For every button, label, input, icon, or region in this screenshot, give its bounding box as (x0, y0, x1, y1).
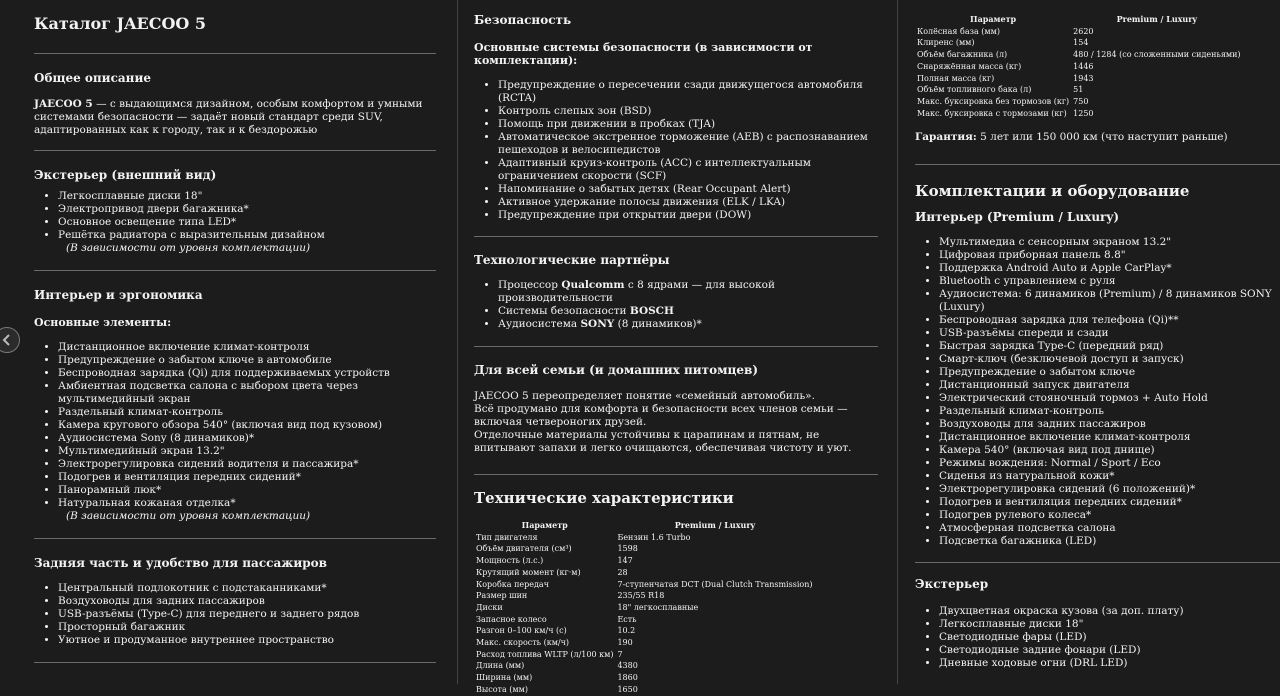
list-item: • Беспроводная зарядка для телефона (Qi)** (939, 314, 1280, 327)
list-item: • Светодиодные фары (LED) (939, 631, 1280, 644)
table-cell: Объём багажника (л) (917, 50, 1008, 60)
list-item: • USB-разъёмы (Type-C) для переднего и заднего рядов (58, 608, 436, 621)
list-item: • Двухцветная окраска кузова (за доп. плату) (939, 605, 1280, 618)
list-item: • Режимы вождения: Normal / Sport / Eco (939, 457, 1280, 470)
table-cell: 1446 (1073, 61, 1094, 71)
list-item: • Воздуховоды для задних пассажиров (58, 595, 436, 608)
table-cell: Высота (мм) (476, 684, 528, 694)
list-item: • Основное освещение типа LED* (58, 216, 436, 229)
list-item: • Просторный багажник (58, 621, 436, 634)
rear-comfort-list (34, 582, 436, 647)
table-row (474, 614, 814, 626)
specs-table-continued (915, 14, 1243, 119)
list-item: • Светодиодные задние фонари (LED) (939, 644, 1280, 657)
table-row (474, 590, 814, 602)
prev-page-button[interactable] (0, 327, 20, 353)
list-item: • Поддержка Android Auto и Apple CarPlay* (939, 262, 1280, 275)
table-row (915, 26, 1243, 38)
list-item: • Камера кругового обзора 540° (включая вид под кузовом) (58, 419, 436, 432)
table-row (915, 61, 1243, 73)
table-cell: Разгон 0–100 км/ч (с) (476, 626, 567, 636)
list-item: • Предупреждение о забытом ключе в автомобиле (58, 354, 436, 367)
list-item: • Дневные ходовые огни (DRL LED) (939, 657, 1280, 670)
table-row (915, 49, 1243, 61)
table-cell: Макс. буксировка с тормозами (кг) (917, 108, 1067, 118)
table-cell: Полная масса (кг) (917, 73, 995, 83)
list-item: • Мультимедиа с сенсорным экраном 13.2" (939, 236, 1280, 249)
table-cell: Коробка передач (476, 579, 549, 589)
list-item: • Раздельный климат-контроль (58, 406, 436, 419)
column-middle (474, 0, 878, 696)
list-item: • Автоматическое экстренное торможение (AEB) с распознаванием пешеходов и велосипедистов (498, 131, 878, 157)
list-item: • Воздуховоды для задних пассажиров (939, 418, 1280, 431)
list-item: • Подсветка багажника (LED) (939, 535, 1280, 548)
interior-ergo-subheading: Основные элементы: (34, 316, 172, 329)
table-cell: 1598 (617, 544, 638, 554)
family-paragraph: Отделочные материалы устойчивы к царапинам и пятнам, не впитывают запахи и легко очищаются, обеспечивая чистоту и уют. (474, 429, 852, 454)
table-cell: 1860 (617, 673, 638, 683)
table-cell: 4380 (617, 661, 638, 671)
partners-heading: Технологические партнёры (474, 253, 670, 267)
specs2-col-value: Premium / Luxury (1116, 14, 1198, 24)
list-item: • Дистанционное включение климат-контроля (58, 341, 436, 354)
list-item: • Амбиентная подсветка салона с выбором цвета через мультимедийный экран (58, 380, 436, 406)
rear-comfort-heading: Задняя часть и удобство для пассажиров (34, 556, 327, 570)
table-cell: Диски (476, 602, 503, 612)
list-item: • Панорамный люк* (58, 484, 436, 497)
table-cell: Объём топливного бака (л) (917, 85, 1032, 95)
table-cell: Размер шин (476, 591, 528, 601)
list-item: • Bluetooth с управлением с руля (939, 275, 1280, 288)
list-item: • Электропривод двери багажника* (58, 203, 436, 216)
list-item: • USB-разъёмы спереди и сзади (939, 327, 1280, 340)
exterior-view-heading: Экстерьер (внешний вид) (34, 168, 217, 182)
divider (34, 662, 436, 663)
table-row (915, 37, 1243, 49)
family-text (474, 390, 878, 455)
specs-table (474, 520, 814, 696)
list-item: • Подогрев и вентиляция передних сидений* (939, 496, 1280, 509)
list-item: • Сиденья из натуральной кожи* (939, 470, 1280, 483)
table-cell: 51 (1073, 85, 1084, 95)
list-item: • Уютное и продуманное внутреннее пространство (58, 634, 436, 647)
table-cell: Длина (мм) (476, 661, 525, 671)
table-cell: Объём двигателя (см³) (476, 544, 572, 554)
table-cell: Есть (617, 614, 637, 624)
safety-subheading: Основные системы безопасности (в зависимости от комплектации): (474, 41, 813, 67)
divider (34, 150, 436, 151)
table-row (915, 96, 1243, 108)
interior-ergo-heading: Интерьер и эргономика (34, 288, 203, 302)
table-cell: Запасное колесо (476, 614, 547, 624)
interior-ergo-list (34, 341, 436, 510)
family-heading: Для всей семьи (и домашних питомцев) (474, 363, 759, 377)
divider (474, 236, 878, 237)
table-row (915, 108, 1243, 120)
table-cell: Ширина (мм) (476, 673, 533, 683)
catalog-title: Каталог JAECOO 5 (34, 14, 207, 33)
partners-list (474, 279, 878, 331)
table-row (474, 684, 814, 696)
table-row (474, 672, 814, 684)
table-cell: Крутящий момент (кг·м) (476, 567, 581, 577)
list-item: • Мультимедийный экран 13.2" (58, 445, 436, 458)
safety-list (474, 79, 878, 222)
table-row (474, 555, 814, 567)
table-cell: 154 (1073, 38, 1089, 48)
specs-heading: Технические характеристики (474, 489, 734, 507)
list-item: • Легкосплавные диски 18" (939, 618, 1280, 631)
list-item: • Раздельный климат-контроль (939, 405, 1280, 418)
list-item: • Дистанционный запуск двигателя (939, 379, 1280, 392)
list-item: • Натуральная кожаная отделка* (58, 497, 436, 510)
list-item: • Аудиосистема Sony (8 динамиков)* (58, 432, 436, 445)
table-cell: Колёсная база (мм) (917, 26, 1000, 36)
trims-heading: Комплектации и оборудование (915, 182, 1190, 201)
table-cell: Бензин 1.6 Turbo (617, 532, 691, 542)
table-cell: Тип двигателя (476, 532, 538, 542)
column-left (34, 0, 436, 663)
table-cell: Расход топлива WLTP (л/100 км) (476, 649, 614, 659)
list-item: • Цифровая приборная панель 8.8" (939, 249, 1280, 262)
divider (474, 474, 878, 475)
table-cell: 2620 (1073, 26, 1094, 36)
list-item: • Электрорегулировка сидений (6 положений)* (939, 483, 1280, 496)
interior-ergo-note: (В зависимости от уровня комплектации) (66, 510, 311, 522)
family-paragraph: Всё продумано для комфорта и безопасности всех членов семьи — включая четвероногих друзей. (474, 403, 848, 428)
chevron-left-icon (1, 334, 13, 346)
column-divider (897, 0, 898, 684)
list-item: • Аудиосистема: 6 динамиков (Premium) / 8 динамиков SONY (Luxury) (939, 288, 1280, 314)
table-row (474, 567, 814, 579)
trims-exterior-list (915, 605, 1280, 670)
specs-col-param: Параметр (521, 520, 568, 530)
family-paragraph: JAECOO 5 переопределяет понятие «семейный автомобиль». (474, 390, 815, 402)
divider (915, 562, 1280, 563)
list-item: • Центральный подлокотник с подстаканниками* (58, 582, 436, 595)
list-item: • Электрорегулировка сидений водителя и пассажира* (58, 458, 436, 471)
table-row (474, 532, 814, 544)
specs2-col-param: Параметр (970, 14, 1017, 24)
table-cell: 147 (617, 556, 633, 566)
list-item: • Смарт-ключ (безключевой доступ и запуск) (939, 353, 1280, 366)
table-cell: 7-ступенчатая DCT (Dual Clutch Transmission) (617, 579, 813, 589)
list-item: • Дистанционное включение климат-контроля (939, 431, 1280, 444)
list-item: • Напоминание о забытых детях (Rear Occupant Alert) (498, 183, 878, 196)
list-item: • Атмосферная подсветка салона (939, 522, 1280, 535)
specs-col-value: Premium / Luxury (674, 520, 756, 530)
divider (915, 164, 1280, 165)
list-item: • Контроль слепых зон (BSD) (498, 105, 878, 118)
column-right (915, 0, 1280, 670)
table-row (474, 625, 814, 637)
table-cell: Макс. буксировка без тормозов (кг) (917, 96, 1070, 106)
table-cell: 7 (617, 649, 623, 659)
list-item: • Предупреждение о забытом ключе (939, 366, 1280, 379)
table-cell: 750 (1073, 96, 1089, 106)
table-cell: 28 (617, 567, 628, 577)
trims-interior-list (915, 236, 1280, 548)
list-item: • Решётка радиатора с выразительным дизайном (58, 229, 436, 242)
list-item: • Подогрев рулевого колеса* (939, 509, 1280, 522)
divider (34, 538, 436, 539)
list-item: • Процессор Qualcomm с 8 ядрами — для высокой производительности (498, 279, 878, 305)
table-row (474, 660, 814, 672)
list-item: • Активное удержание полосы движения (ELK / LKA) (498, 196, 878, 209)
divider (34, 53, 436, 54)
exterior-view-note: (В зависимости от уровня комплектации) (66, 242, 311, 254)
list-item: • Подогрев и вентиляция передних сидений* (58, 471, 436, 484)
table-cell: Макс. скорость (км/ч) (476, 638, 570, 648)
table-row (474, 649, 814, 661)
table-row (915, 84, 1243, 96)
column-divider (457, 0, 458, 684)
table-cell: 190 (617, 638, 633, 648)
table-row (474, 579, 814, 591)
table-cell: 1943 (1073, 73, 1094, 83)
table-cell: 235/55 R18 (617, 591, 665, 601)
list-item: • Легкосплавные диски 18" (58, 190, 436, 203)
table-row (474, 637, 814, 649)
table-cell: Мощность (л.с.) (476, 556, 544, 566)
list-item: • Системы безопасности BOSCH (498, 305, 878, 318)
list-item: • Помощь при движении в пробках (TJA) (498, 118, 878, 131)
table-cell: Снаряжённая масса (кг) (917, 61, 1022, 71)
general-heading: Общее описание (34, 71, 151, 85)
trims-exterior-heading: Экстерьер (915, 577, 989, 592)
table-cell: 18" легкосплавные (617, 602, 699, 612)
safety-heading: Безопасность (474, 13, 572, 27)
list-item: • Электрический стояночный тормоз + Auto Hold (939, 392, 1280, 405)
table-cell: 10.2 (617, 626, 636, 636)
list-item: • Предупреждение при открытии двери (DOW) (498, 209, 878, 222)
table-cell: 1250 (1073, 108, 1094, 118)
warranty: Гарантия: 5 лет или 150 000 км (что наступит раньше) (915, 131, 1228, 144)
table-cell: Клиренс (мм) (917, 38, 975, 48)
table-row (474, 602, 814, 614)
trims-interior-heading: Интерьер (Premium / Luxury) (915, 210, 1120, 225)
general-text: JAECOO 5 — с выдающимся дизайном, особым комфортом и умными системами безопасности — задаёт новый стандарт среди SUV, адаптированных как к городу, так и к бездорожью (34, 98, 423, 136)
divider (474, 346, 878, 347)
list-item: • Камера 540° (включая вид под днище) (939, 444, 1280, 457)
list-item: • Адаптивный круиз-контроль (ACC) с интеллектуальным ограничением скорости (SCF) (498, 157, 878, 183)
list-item: • Предупреждение о пересечении сзади движущегося автомобиля (RCTA) (498, 79, 878, 105)
table-row (915, 73, 1243, 85)
divider (34, 270, 436, 271)
list-item: • Беспроводная зарядка (Qi) для поддерживаемых устройств (58, 367, 436, 380)
table-cell: 1650 (617, 684, 638, 694)
list-item: • Быстрая зарядка Type-C (передний ряд) (939, 340, 1280, 353)
table-row (474, 543, 814, 555)
exterior-view-list (34, 190, 436, 242)
table-cell: 480 / 1284 (со сложенными сиденьями) (1073, 50, 1241, 60)
list-item: • Аудиосистема SONY (8 динамиков)* (498, 318, 878, 331)
